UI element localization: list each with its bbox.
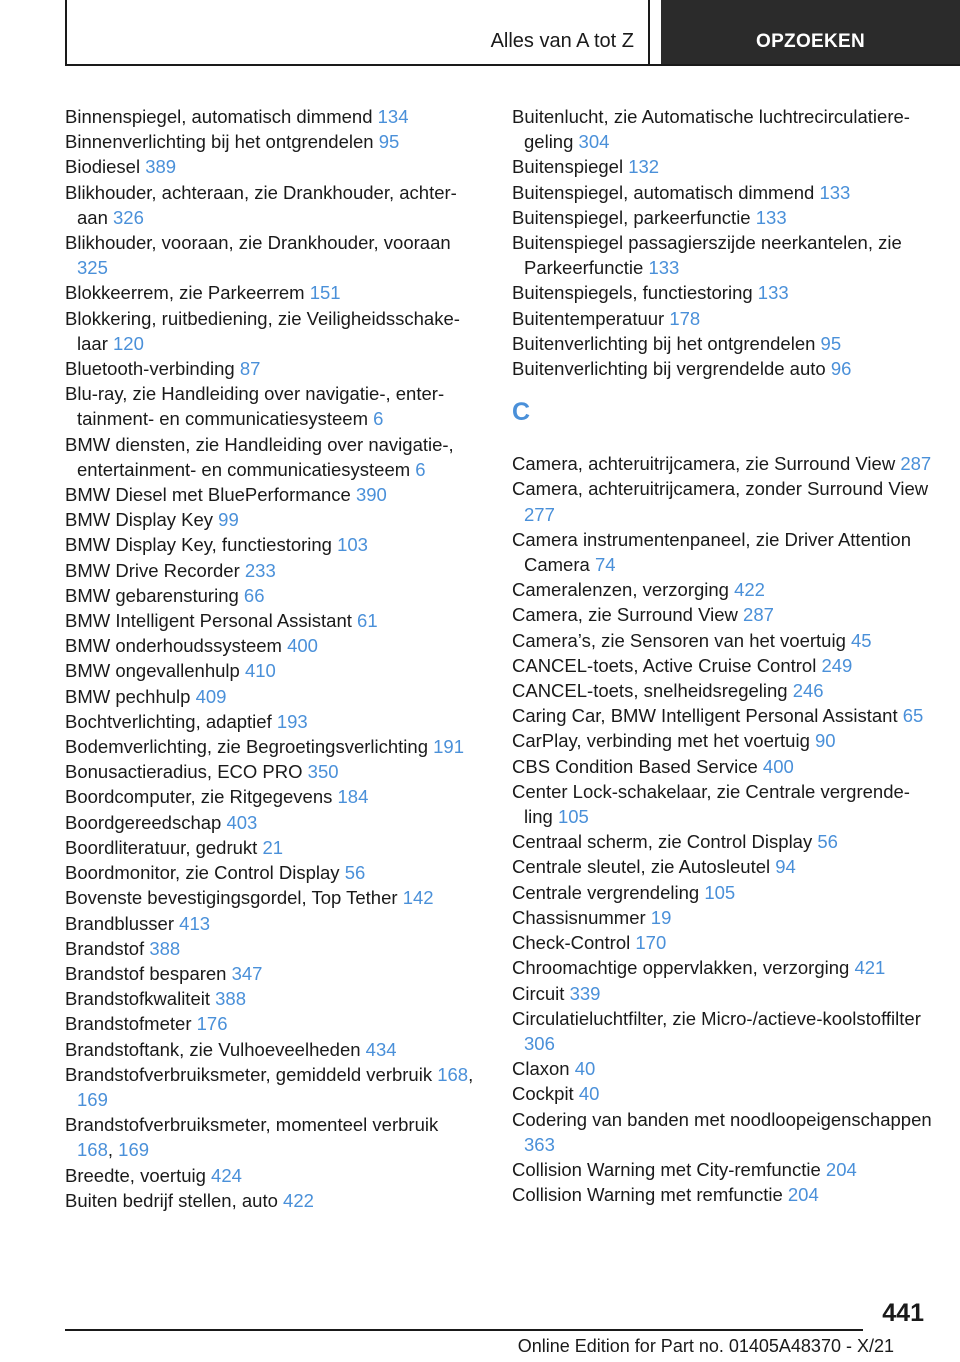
page-reference-link[interactable]: 66 xyxy=(243,584,265,606)
index-entry xyxy=(512,104,932,154)
page-reference-link[interactable]: 56 xyxy=(344,862,366,884)
page-reference-link[interactable]: 6 xyxy=(415,458,426,480)
page-reference-link[interactable]: 133 xyxy=(819,181,851,203)
index-entry-text: Blokkering, ruitbediening, zie Veiligheidsschakelaar xyxy=(65,307,460,354)
index-entry xyxy=(65,633,475,658)
index-entry xyxy=(512,1157,932,1182)
index-entry xyxy=(512,306,932,331)
page-reference-link[interactable]: 133 xyxy=(648,257,680,279)
page-reference-link[interactable]: 19 xyxy=(650,906,672,928)
index-entry-text: CANCEL-toets, snelheidsregeling xyxy=(512,680,788,702)
index-entry xyxy=(65,684,475,709)
index-entry-text: Bovenste bevestigingsgordel, Top Tether xyxy=(65,887,398,909)
index-entry xyxy=(512,577,932,602)
index-entry-text: Circulatieluchtfilter, zie Micro-/actieve-koolstoffilter xyxy=(512,1007,921,1029)
index-entry-text: Cameralenzen, verzorging xyxy=(512,579,729,601)
index-entry xyxy=(65,280,475,305)
index-entry xyxy=(512,356,932,381)
page-reference-link[interactable]: 95 xyxy=(378,131,400,153)
index-entry xyxy=(65,230,475,280)
index-entry-text: Biodiesel xyxy=(65,156,141,178)
index-entry-text: Brandstofmeter xyxy=(65,1013,192,1035)
index-entry-text: Centrale vergrendeling xyxy=(512,881,700,903)
index-entry-text: Boordmonitor, zie Control Display xyxy=(65,862,340,884)
index-entry xyxy=(512,527,932,577)
index-entry xyxy=(65,180,475,230)
index-entry-text: Boordcomputer, zie Ritgegevens xyxy=(65,786,333,808)
index-entry xyxy=(65,104,475,129)
index-entry-text: Buitenspiegel passagierszijde neerkantelen, zie Parkeerfunctie xyxy=(512,232,902,279)
index-entry xyxy=(512,829,932,854)
index-entry-text: Buitenspiegel xyxy=(512,156,624,178)
index-entry-text: Blikhouder, vooraan, zie Drankhouder, vooraan xyxy=(65,232,451,254)
index-entry-text: Center Lock-schakelaar, zie Centrale vergrendeling xyxy=(512,780,910,828)
index-entry xyxy=(65,784,475,809)
index-entry-text: Brandblusser xyxy=(65,912,175,934)
index-entry-text: Caring Car, BMW Intelligent Personal Assistant xyxy=(512,705,898,727)
index-entry-text: Blu-ray, zie Handleiding over navigatie-, entertainment- en communicatiesysteem xyxy=(65,383,445,430)
page-number: 441 xyxy=(882,1299,924,1327)
index-entry xyxy=(512,905,932,930)
index-entry-text: Buitenspiegel, automatisch dimmend xyxy=(512,181,815,203)
page-reference-link[interactable]: 168 xyxy=(437,1063,469,1085)
section-title: Alles van A tot Z xyxy=(490,30,634,52)
page-reference-link[interactable]: 94 xyxy=(775,856,796,878)
index-entry xyxy=(512,1081,932,1106)
index-entry-text: Buitenspiegels, functiestoring xyxy=(512,282,753,304)
index-entry xyxy=(65,154,475,179)
page-reference-link[interactable]: 99 xyxy=(218,509,239,531)
index-entry-text: Brandstof besparen xyxy=(65,962,227,984)
index-entry xyxy=(512,331,932,356)
page-reference-link[interactable]: 45 xyxy=(851,629,872,651)
index-entry-text: Binnenverlichting bij het ontgrendelen xyxy=(65,131,374,153)
index-entry-text: CANCEL-toets, Active Cruise Control xyxy=(512,654,817,676)
page-reference-link[interactable]: 363 xyxy=(524,1133,555,1155)
index-entry xyxy=(65,1011,475,1036)
index-entry xyxy=(65,381,475,431)
index-entry-text: Buitenverlichting bij het ontgrendelen xyxy=(512,332,816,354)
index-entry xyxy=(512,476,932,526)
index-entry xyxy=(512,280,932,305)
header-divider xyxy=(648,0,650,66)
page-reference-link[interactable]: 65 xyxy=(902,705,924,727)
page-reference-link[interactable]: 142 xyxy=(402,887,434,909)
index-entry xyxy=(65,608,475,633)
index-column-right xyxy=(512,104,932,1207)
index-entry-text: Brandstofverbruiksmeter, momenteel verbruik xyxy=(65,1114,439,1136)
index-entry-text: Boordliteratuur, gedrukt xyxy=(65,836,258,858)
page-reference-link[interactable]: 389 xyxy=(145,156,177,178)
index-entry-text: Brandstoftank, zie Vulhoeveelheden xyxy=(65,1038,361,1060)
index-entry xyxy=(65,482,475,507)
page-reference-link[interactable]: 90 xyxy=(815,730,836,752)
page-reference-link[interactable]: 421 xyxy=(854,957,886,979)
header-divider-left xyxy=(65,0,67,66)
index-entry-text: Cockpit xyxy=(512,1083,574,1105)
page-reference-link[interactable]: 170 xyxy=(635,932,667,954)
index-entry xyxy=(65,356,475,381)
index-entry-text: Camera’s, zie Sensoren van het voertuig xyxy=(512,629,846,651)
page-reference-link[interactable]: 277 xyxy=(524,503,555,525)
page-reference-link[interactable]: 178 xyxy=(669,307,701,329)
index-entry-text: Buitenlucht, zie Automatische luchtrecirculatieregeling xyxy=(512,106,910,153)
index-entry xyxy=(512,451,932,476)
page-reference-link[interactable]: 133 xyxy=(755,206,787,228)
index-entry xyxy=(512,602,932,627)
index-entry-text: Blokkeerrem, zie Parkeerrem xyxy=(65,282,305,304)
page-reference-link[interactable]: 422 xyxy=(283,1189,314,1211)
index-entry xyxy=(65,432,475,482)
page-reference-link[interactable]: 350 xyxy=(307,761,339,783)
index-entry-text: Blikhouder, achteraan, zie Drankhouder, achteraan xyxy=(65,181,457,228)
index-entry-text: Camera, achteruitrijcamera, zonder Surround View xyxy=(512,478,929,500)
page-reference-link[interactable]: 168 xyxy=(77,1139,108,1161)
index-entry xyxy=(65,911,475,936)
page-reference-link[interactable]: 400 xyxy=(287,635,318,657)
index-column-left xyxy=(65,104,475,1213)
page-reference-link[interactable]: 105 xyxy=(704,881,736,903)
index-entry-text: Buiten bedrijf stellen, auto xyxy=(65,1189,278,1211)
page-reference-link[interactable]: 151 xyxy=(309,282,341,304)
index-entry-text: Collision Warning met remfunctie xyxy=(512,1184,783,1206)
page-reference-link[interactable]: 169 xyxy=(118,1139,150,1161)
index-entry xyxy=(512,754,932,779)
index-entry xyxy=(512,205,932,230)
header-rule xyxy=(65,64,960,66)
page-reference-link[interactable]: 304 xyxy=(578,131,610,153)
index-entry-text: Bonusactieradius, ECO PRO xyxy=(65,761,303,783)
page-reference-link[interactable]: 306 xyxy=(524,1032,555,1054)
page-reference-link[interactable]: 193 xyxy=(276,710,308,732)
index-entry-text: Boordgereedschap xyxy=(65,811,222,833)
index-letter-heading: C xyxy=(512,398,531,427)
index-entry-text: BMW Diesel met BluePerformance xyxy=(65,484,351,506)
index-entry xyxy=(512,1107,932,1157)
index-entry-text: Camera instrumentenpaneel, zie Driver Attention Camera xyxy=(512,528,911,576)
page-reference-link[interactable]: 422 xyxy=(734,579,765,601)
page-reference-link[interactable]: 339 xyxy=(569,982,601,1004)
index-entry xyxy=(512,955,932,980)
index-entry xyxy=(65,507,475,532)
page-reference-link[interactable]: 133 xyxy=(757,282,789,304)
index-entry xyxy=(65,835,475,860)
page-reference-link[interactable]: 132 xyxy=(628,156,660,178)
page-reference-link[interactable]: 246 xyxy=(792,680,824,702)
index-entry-text: Camera, achteruitrijcamera, zie Surround View xyxy=(512,453,896,475)
page-reference-link[interactable]: 326 xyxy=(113,206,144,228)
page-reference-link[interactable]: 184 xyxy=(337,786,369,808)
index-entry-text: Codering van banden met noodloopeigenschappen xyxy=(512,1108,932,1130)
index-entry xyxy=(512,180,932,205)
index-entry-text: BMW Drive Recorder xyxy=(65,559,240,581)
page-reference-link[interactable]: 388 xyxy=(215,988,246,1010)
index-entry xyxy=(65,129,475,154)
index-entry xyxy=(65,306,475,356)
index-entry-text: BMW diensten, zie Handleiding over navigatie-, entertainment- en communicatiesysteem xyxy=(65,433,454,480)
page-reference-link[interactable]: 74 xyxy=(594,554,616,576)
page-reference-link[interactable]: 40 xyxy=(578,1083,600,1105)
page-reference-link[interactable]: 409 xyxy=(195,685,227,707)
page-reference-link[interactable]: 204 xyxy=(825,1158,857,1180)
page-reference-link[interactable]: 413 xyxy=(179,912,211,934)
index-entry xyxy=(65,532,475,557)
index-entry xyxy=(65,1037,475,1062)
index-entry xyxy=(512,230,932,280)
page-reference-link[interactable]: 103 xyxy=(337,534,368,556)
index-entry xyxy=(512,678,932,703)
page-reference-link[interactable]: 96 xyxy=(830,358,852,380)
index-entry xyxy=(65,860,475,885)
page-reference-link[interactable]: 410 xyxy=(244,660,276,682)
page-reference-link[interactable]: 56 xyxy=(817,831,838,853)
index-entry-text: Brandstofkwaliteit xyxy=(65,988,210,1010)
index-entry xyxy=(512,880,932,905)
page-reference-link[interactable]: 347 xyxy=(231,962,263,984)
index-entry-text: BMW pechhulp xyxy=(65,685,191,707)
index-entry-text: Buitenspiegel, parkeerfunctie xyxy=(512,206,751,228)
page-reference-link[interactable]: 233 xyxy=(244,559,276,581)
page-reference-link[interactable]: 204 xyxy=(787,1184,819,1206)
page-reference-link[interactable]: 390 xyxy=(355,484,387,506)
index-entry-text: Breedte, voertuig xyxy=(65,1164,206,1186)
index-entry xyxy=(512,628,932,653)
index-entry xyxy=(65,709,475,734)
index-entry xyxy=(512,1006,932,1056)
index-entry-text: Camera, zie Surround View xyxy=(512,604,738,626)
page-reference-link[interactable]: 87 xyxy=(239,358,261,380)
page-reference-link[interactable]: 400 xyxy=(762,755,794,777)
page-reference-link[interactable]: 424 xyxy=(211,1164,242,1186)
index-entry xyxy=(65,1188,475,1213)
page-reference-link[interactable]: 120 xyxy=(113,332,144,354)
page-reference-link[interactable]: 403 xyxy=(226,811,258,833)
index-entry xyxy=(512,154,932,179)
footer-edition: Online Edition for Part no. 01405A48370 - X/21 xyxy=(517,1336,894,1356)
index-entry xyxy=(65,558,475,583)
page-reference-link[interactable]: 61 xyxy=(357,610,378,632)
index-entry: Brandstofverbruiksmeter, momenteel verbruik 168, 169 xyxy=(65,1114,439,1161)
index-entry xyxy=(65,961,475,986)
index-entry-text: BMW ongevallenhulp xyxy=(65,660,240,682)
index-entry-text: BMW Display Key, functiestoring xyxy=(65,534,332,556)
index-entry xyxy=(512,854,932,879)
index-entry xyxy=(512,703,932,728)
index-entry-text: Buitenverlichting bij vergrendelde auto xyxy=(512,358,826,380)
index-entry-text: Centrale sleutel, zie Autosleutel xyxy=(512,856,771,878)
page-reference-link[interactable]: 6 xyxy=(373,408,384,430)
index-entry: Brandstofverbruiksmeter, gemiddeld verbruik 168, 169 xyxy=(65,1063,474,1110)
index-entry xyxy=(65,759,475,784)
index-entry-text: Binnenspiegel, automatisch dimmend xyxy=(65,106,373,127)
page-reference-link[interactable]: 191 xyxy=(433,736,465,758)
index-entry-text: BMW Intelligent Personal Assistant xyxy=(65,610,352,632)
index-entry xyxy=(65,734,475,759)
index-entry-text: Chassisnummer xyxy=(512,906,646,928)
index-entry xyxy=(65,885,475,910)
index-entry-text: BMW onderhoudssysteem xyxy=(65,635,282,657)
index-entry-text: CarPlay, verbinding met het voertuig xyxy=(512,730,810,752)
index-entry-text: BMW Display Key xyxy=(65,509,214,531)
page-reference-link[interactable]: 95 xyxy=(820,332,842,354)
index-entry-text: Bodemverlichting, zie Begroetingsverlichting xyxy=(65,736,428,758)
index-entry xyxy=(65,936,475,961)
page-reference-link[interactable]: 105 xyxy=(557,806,589,828)
index-entry-text: Centraal scherm, zie Control Display xyxy=(512,831,813,853)
page-reference-link[interactable]: 134 xyxy=(377,106,409,127)
index-entry xyxy=(512,653,932,678)
tab-opzoeken[interactable]: OPZOEKEN xyxy=(661,0,960,64)
page-reference-link[interactable]: 325 xyxy=(77,257,108,279)
page-reference-link[interactable]: 176 xyxy=(196,1013,228,1035)
page-reference-link[interactable]: 21 xyxy=(262,836,284,858)
page-reference-link[interactable]: 434 xyxy=(365,1038,397,1060)
index-entry xyxy=(512,1182,932,1207)
index-entry-text: Bluetooth-verbinding xyxy=(65,358,235,380)
index-entry xyxy=(65,658,475,683)
index-entry-text: CBS Condition Based Service xyxy=(512,755,758,777)
index-entry-text: Check-Control xyxy=(512,932,631,954)
index-entry xyxy=(512,930,932,955)
footer-rule xyxy=(65,1329,863,1331)
page-reference-link[interactable]: 249 xyxy=(821,654,853,676)
index-entry xyxy=(512,1056,932,1081)
page-reference-link[interactable]: 388 xyxy=(149,937,181,959)
index-entry-text: Chroomachtige oppervlakken, verzorging xyxy=(512,957,850,979)
page-reference-link[interactable]: 169 xyxy=(77,1088,108,1110)
index-entry xyxy=(65,1163,475,1188)
index-entry-text: Collision Warning met City-remfunctie xyxy=(512,1158,821,1180)
index-entry-text: BMW gebarensturing xyxy=(65,584,239,606)
index-entry-text: Claxon xyxy=(512,1058,570,1080)
index-entry-text: Brandstof xyxy=(65,937,145,959)
page-reference-link[interactable]: 40 xyxy=(574,1058,596,1080)
index-entry xyxy=(65,583,475,608)
index-entry xyxy=(512,728,932,753)
index-entry-text: Brandstofverbruiksmeter, gemiddeld verbruik xyxy=(65,1063,433,1085)
index-entry-text: Buitentemperatuur xyxy=(512,307,665,329)
index-entry-text: Circuit xyxy=(512,982,565,1004)
index-entry xyxy=(512,779,932,829)
index-entry xyxy=(512,981,932,1006)
page-reference-link[interactable]: 287 xyxy=(900,453,932,475)
index-entry-text: Bochtverlichting, adaptief xyxy=(65,710,272,732)
index-entry xyxy=(65,810,475,835)
index-entry xyxy=(65,986,475,1011)
page-reference-link[interactable]: 287 xyxy=(743,604,774,626)
